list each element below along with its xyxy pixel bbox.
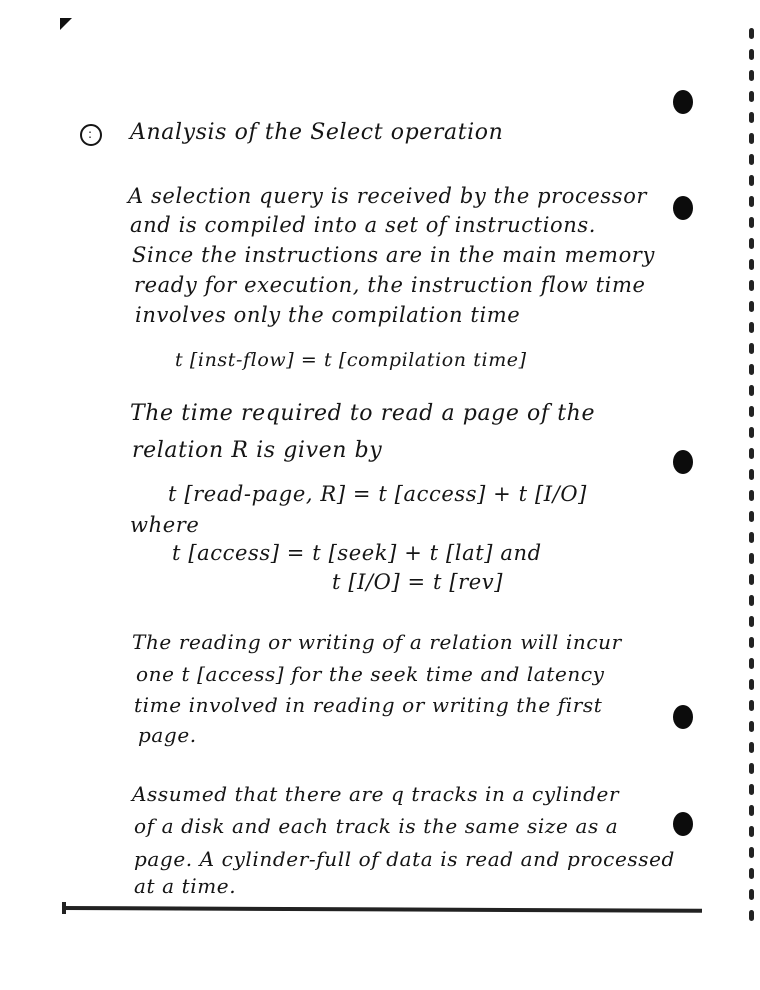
perforation-mark [749,133,754,144]
page-bottom-edge [62,906,702,913]
perforation-mark [749,469,754,480]
perforation-mark [749,364,754,375]
perforation-mark [749,280,754,291]
perforation-mark [749,826,754,837]
perforation-mark [749,637,754,648]
perforation-mark [749,406,754,417]
bullet-symbol: : [88,127,93,141]
perforation-mark [749,721,754,732]
binder-hole [673,90,693,114]
perforation-mark [749,658,754,669]
perforation-mark [749,28,754,39]
text-line: The reading or writing of a relation will incur [132,630,622,654]
perforation-mark [749,427,754,438]
perforation-mark [749,616,754,627]
text-line: involves only the compilation time [135,303,521,327]
text-line: and is compiled into a set of instructions. [130,213,597,237]
perforation-mark [749,322,754,333]
perforation-mark [749,595,754,606]
perforation-mark [749,175,754,186]
page-heading: Analysis of the Select operation [130,120,504,145]
perforation-mark [749,259,754,270]
perforation-mark [749,679,754,690]
corner-mark [60,18,72,30]
perforation-mark [749,448,754,459]
perforation-mark [749,154,754,165]
perforation-mark [749,784,754,795]
binder-hole [673,705,693,729]
text-line: page. A cylinder-full of data is read and processed [134,847,675,871]
perforation-mark [749,196,754,207]
formula-inst-flow: t [inst-flow] = t [compilation time] [175,349,527,371]
text-line: relation R is given by [132,438,383,463]
perforation-mark [749,805,754,816]
text-line: Assumed that there are q tracks in a cylinder [132,782,620,806]
perforation-mark [749,763,754,774]
text-line: Since the instructions are in the main memory [132,243,655,267]
perforation-mark [749,301,754,312]
text-line: of a disk and each track is the same size as a [134,814,619,838]
formula-access: t [access] = t [seek] + t [lat] and [172,541,542,565]
perforation-mark [749,700,754,711]
perforation-mark [749,910,754,921]
perforation-mark [749,889,754,900]
formula-read-page: t [read-page, R] = t [access] + t [I/O] [168,482,587,506]
text-line: ready for execution, the instruction flow time [134,273,646,297]
text-line: time involved in reading or writing the first [134,693,603,717]
text-line: The time required to read a page of the [130,401,596,426]
binder-hole [673,450,693,474]
perforation-mark [749,511,754,522]
binder-hole [673,196,693,220]
perforation-mark [749,217,754,228]
perforation-mark [749,553,754,564]
text-line: where [130,513,200,537]
binder-hole [673,812,693,836]
perforation-mark [749,742,754,753]
formula-io: t [I/O] = t [rev] [332,570,504,594]
perforation-mark [749,847,754,858]
perforation-mark [749,868,754,879]
text-line: at a time. [134,874,237,898]
perforation-mark [749,238,754,249]
text-line: page. [138,723,197,747]
text-line: A selection query is received by the processor [128,184,648,208]
perforation-mark [749,91,754,102]
perforation-mark [749,343,754,354]
perforation-mark [749,574,754,585]
text-line: one t [access] for the seek time and latency [136,662,605,686]
perforation-mark [749,490,754,501]
perforation-mark [749,385,754,396]
perforation-mark [749,70,754,81]
perforation-mark [749,532,754,543]
perforation-mark [749,49,754,60]
perforation-mark [749,112,754,123]
